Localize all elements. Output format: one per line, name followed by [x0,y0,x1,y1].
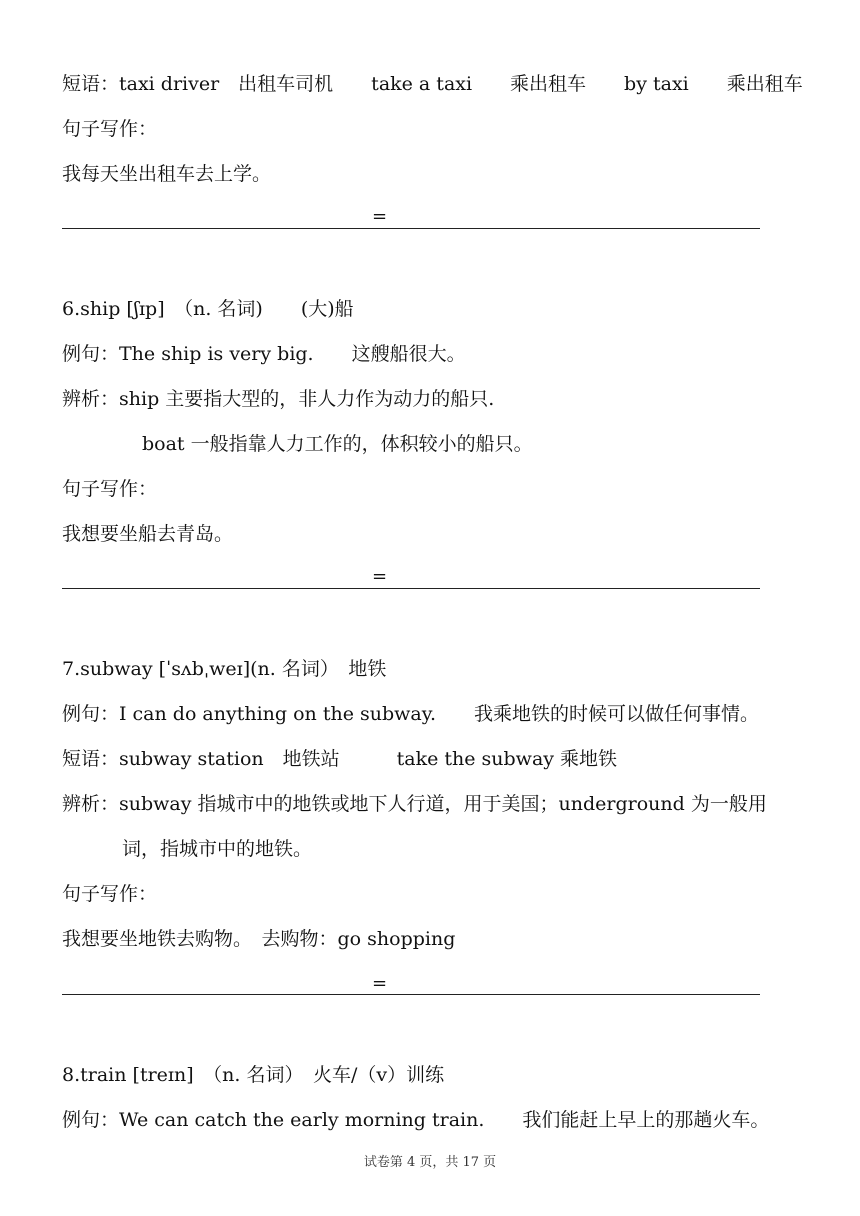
subway-heading: 7.subway [ˈsʌbˌweɪ](n. 名词） 地铁 [62,658,387,680]
ship-answer-equals: = [372,566,388,587]
subway-example: 例句：I can do anything on the subway. 我乘地铁的时候可以做任何事情。 [62,703,759,725]
ship-heading: 6.ship [ʃɪp] （n. 名词) (大)船 [62,298,354,320]
ship-answer-line[interactable] [62,588,760,589]
ship-analysis-line-2: boat 一般指靠人力工作的，体积较小的船只。 [142,433,533,455]
ship-writing-prompt: 我想要坐船去青岛。 [62,523,234,545]
taxi-phrases: 短语：taxi driver 出租车司机 take a taxi 乘出租车 by taxi 乘出租车 [62,73,803,95]
ship-example: 例句：The ship is very big. 这艘船很大。 [62,343,466,365]
subway-analysis-line-1: 辨析：subway 指城市中的地铁或地下人行道，用于美国；underground 为一般用 [62,793,767,815]
train-example: 例句：We can catch the early morning train. 我们能赶上早上的那趟火车。 [62,1109,770,1131]
taxi-writing-prompt: 我每天坐出租车去上学。 [62,163,272,185]
subway-answer-equals: = [372,973,388,994]
taxi-writing-label: 句子写作： [62,118,158,140]
page-footer: 试卷第 4 页，共 17 页 [363,1155,497,1170]
taxi-answer-line[interactable] [62,228,760,229]
ship-analysis-line-1: 辨析：ship 主要指大型的，非人力作为动力的船只. [62,388,495,410]
train-heading: 8.train [treɪn] （n. 名词） 火车/（v）训练 [62,1064,445,1086]
taxi-answer-equals: = [372,206,388,227]
subway-writing-prompt: 我想要坐地铁去购物。 去购物：go shopping [62,928,456,950]
ship-writing-label: 句子写作： [62,478,158,500]
subway-writing-label: 句子写作： [62,883,158,905]
subway-phrases: 短语：subway station 地铁站 take the subway 乘地铁 [62,748,618,770]
subway-analysis-line-2: 词，指城市中的地铁。 [122,838,313,860]
subway-answer-line[interactable] [62,994,760,995]
